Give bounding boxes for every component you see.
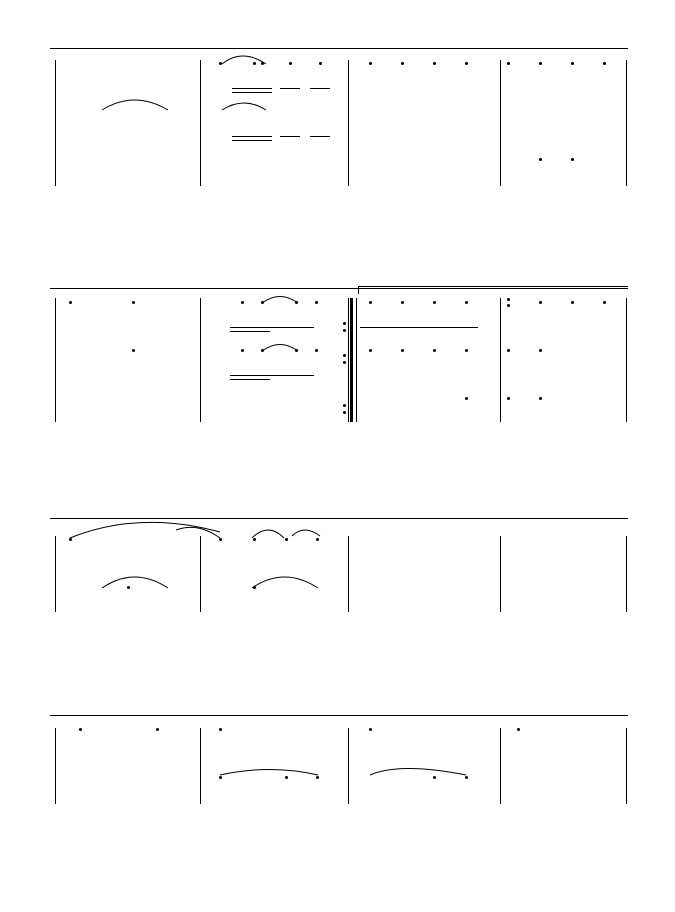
slur — [70, 522, 220, 538]
slur — [262, 297, 298, 304]
slur — [220, 770, 318, 776]
slur — [262, 345, 298, 352]
slur — [176, 527, 220, 538]
slur — [370, 769, 466, 776]
slur — [102, 100, 168, 110]
slur — [252, 530, 284, 538]
slur — [252, 577, 318, 588]
slur — [222, 56, 266, 64]
slur — [102, 577, 168, 588]
slur — [292, 530, 320, 536]
slur — [222, 103, 266, 110]
